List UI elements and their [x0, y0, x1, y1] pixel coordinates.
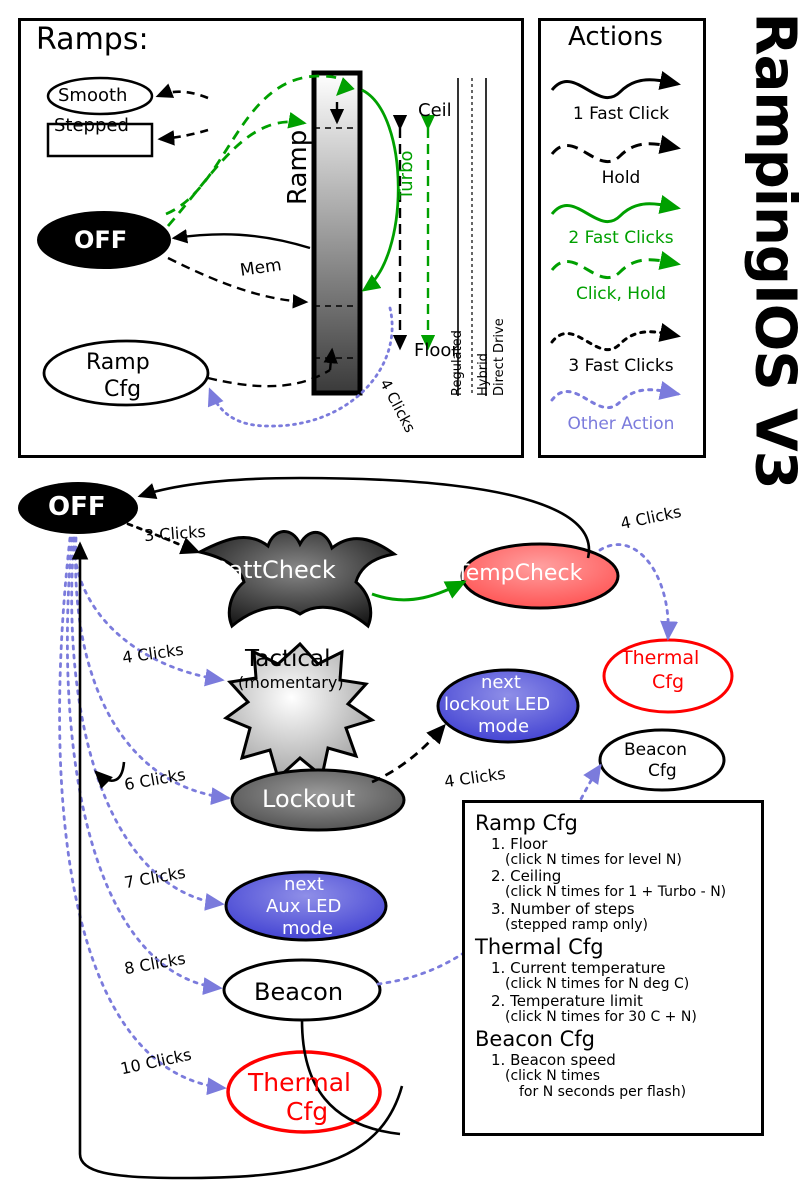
cfg-num-2-0: 1. [491, 1051, 506, 1070]
cfg-num-0-2: 3. [491, 899, 506, 918]
state-next-aux-led-line1: next [284, 874, 324, 895]
state-thermal-cfg-top-line1: Thermal [621, 647, 700, 669]
edge-label-8-clicks: 8 Clicks [122, 948, 187, 979]
cfg-item-0-1 [491, 868, 751, 885]
ramps-node-smooth: Smooth [58, 85, 128, 106]
cfg-text-1-1: Temperature limit [510, 991, 643, 1010]
cfg-sub-0-1: (click N times for 1 + Turbo - N) [505, 884, 727, 901]
page-title [740, 11, 810, 489]
cfg-sub-2-0: (click N times [505, 1068, 601, 1085]
state-tactical-line1: Tactical [245, 646, 331, 672]
state-tempcheck: TempCheck [456, 561, 583, 586]
action-label-3: Click, Hold [575, 284, 666, 304]
cfg-num-0-0: 1. [491, 835, 506, 853]
state-thermal-cfg-line2: Cfg [286, 1097, 329, 1126]
state-next-aux-led-line3: mode [282, 918, 334, 939]
state-lockout: Lockout [262, 785, 356, 813]
state-beacon: Beacon [254, 978, 344, 1006]
cfg-item-1-1 [491, 993, 751, 1010]
cfg-sub-0-0: (click N times for level N) [505, 851, 682, 868]
ramps-label-regulated: Regulated [450, 330, 465, 396]
ramps-label-floor: Floor [414, 340, 459, 361]
cfg-sub-1-0: (click N times for N deg C) [505, 976, 690, 993]
ramps-label-hybrid: Hybrid [476, 353, 491, 396]
edge-label-4-clicks-beacon: 4 Clicks [442, 763, 507, 792]
edge-label-4-clicks-thermal: 4 Clicks [618, 501, 684, 534]
edge-label-7-clicks: 7 Clicks [122, 862, 187, 893]
ramps-node-rampcfg-line2: Cfg [104, 377, 142, 402]
cfg-item-0-0 [491, 836, 751, 853]
edge-label-10-clicks: 10 Clicks [118, 1044, 194, 1079]
action-label-1: Hold [601, 168, 641, 188]
state-next-lockout-led-line1: next [481, 672, 521, 693]
ramps-label-direct-drive: Direct Drive [492, 318, 507, 396]
edge-label-6-clicks: 6 Clicks [122, 764, 187, 795]
action-label-4: 3 Fast Clicks [568, 356, 674, 376]
cfg-num-1-1: 2. [491, 991, 506, 1010]
cfg-heading-2: Beacon Cfg [475, 1027, 595, 1052]
state-tactical-line2: (momentary) [238, 673, 344, 692]
ramps-node-stepped: Stepped [54, 115, 129, 136]
ramps-node-rampcfg-line1: Ramp [86, 350, 150, 375]
cfg-item-1-0 [491, 960, 751, 977]
cfg-num-1-0: 1. [491, 959, 506, 978]
state-thermal-cfg-line1: Thermal [248, 1068, 351, 1097]
state-next-lockout-led-line3: mode [478, 716, 530, 737]
action-label-0: 1 Fast Click [572, 104, 670, 124]
state-battcheck: BattCheck [212, 556, 336, 584]
ramps-label-ceil: Ceil [418, 100, 452, 121]
state-next-lockout-led-line2: lockout LED [444, 694, 551, 715]
cfg-item-2-0 [491, 1052, 751, 1069]
cfg-sub-0-2: (stepped ramp only) [505, 916, 648, 933]
ramps-label-mem: Mem [238, 255, 283, 281]
cfg-text-2-0: Beacon speed [510, 1051, 616, 1070]
cfg-sub2-2-0: for N seconds per flash) [519, 1083, 687, 1100]
cfg-num-0-1: 2. [491, 867, 506, 886]
cfg-heading-0: Ramp Cfg [475, 811, 578, 835]
cfg-text-0-2: Number of steps [510, 899, 635, 918]
cfg-reference-box [462, 800, 764, 1136]
edge-label-3-clicks: 3 Clicks [143, 521, 207, 546]
cfg-text-1-0: Current temperature [510, 959, 666, 978]
ramps-bar-label: Ramp [283, 129, 313, 205]
page-title-text: RampingIOS V3 [742, 11, 808, 489]
state-thermal-cfg-top-line2: Cfg [652, 671, 685, 693]
edge-label-4-clicks-tactical: 4 Clicks [120, 639, 185, 668]
action-label-2: 2 Fast Clicks [568, 228, 674, 248]
cfg-item-0-2 [491, 901, 751, 918]
ramps-panel-title: Ramps: [36, 22, 149, 57]
cfg-text-0-0: Floor [510, 835, 548, 853]
state-beacon-cfg-line2: Cfg [648, 761, 677, 781]
cfg-heading-1: Thermal Cfg [475, 935, 604, 960]
ramps-label-4clicks: 4 Clicks [376, 376, 420, 436]
state-off: OFF [48, 492, 106, 522]
cfg-sub-1-1: (click N times for 30 C + N) [505, 1008, 697, 1025]
ramps-label-turbo: Turbo [396, 150, 417, 200]
action-label-5: Other Action [567, 414, 675, 434]
actions-panel-title: Actions [568, 22, 663, 52]
state-next-aux-led-line2: Aux LED [266, 896, 342, 917]
ramps-node-off: OFF [74, 226, 128, 254]
cfg-text-0-1: Ceiling [510, 867, 562, 886]
state-beacon-cfg-line1: Beacon [624, 740, 688, 760]
